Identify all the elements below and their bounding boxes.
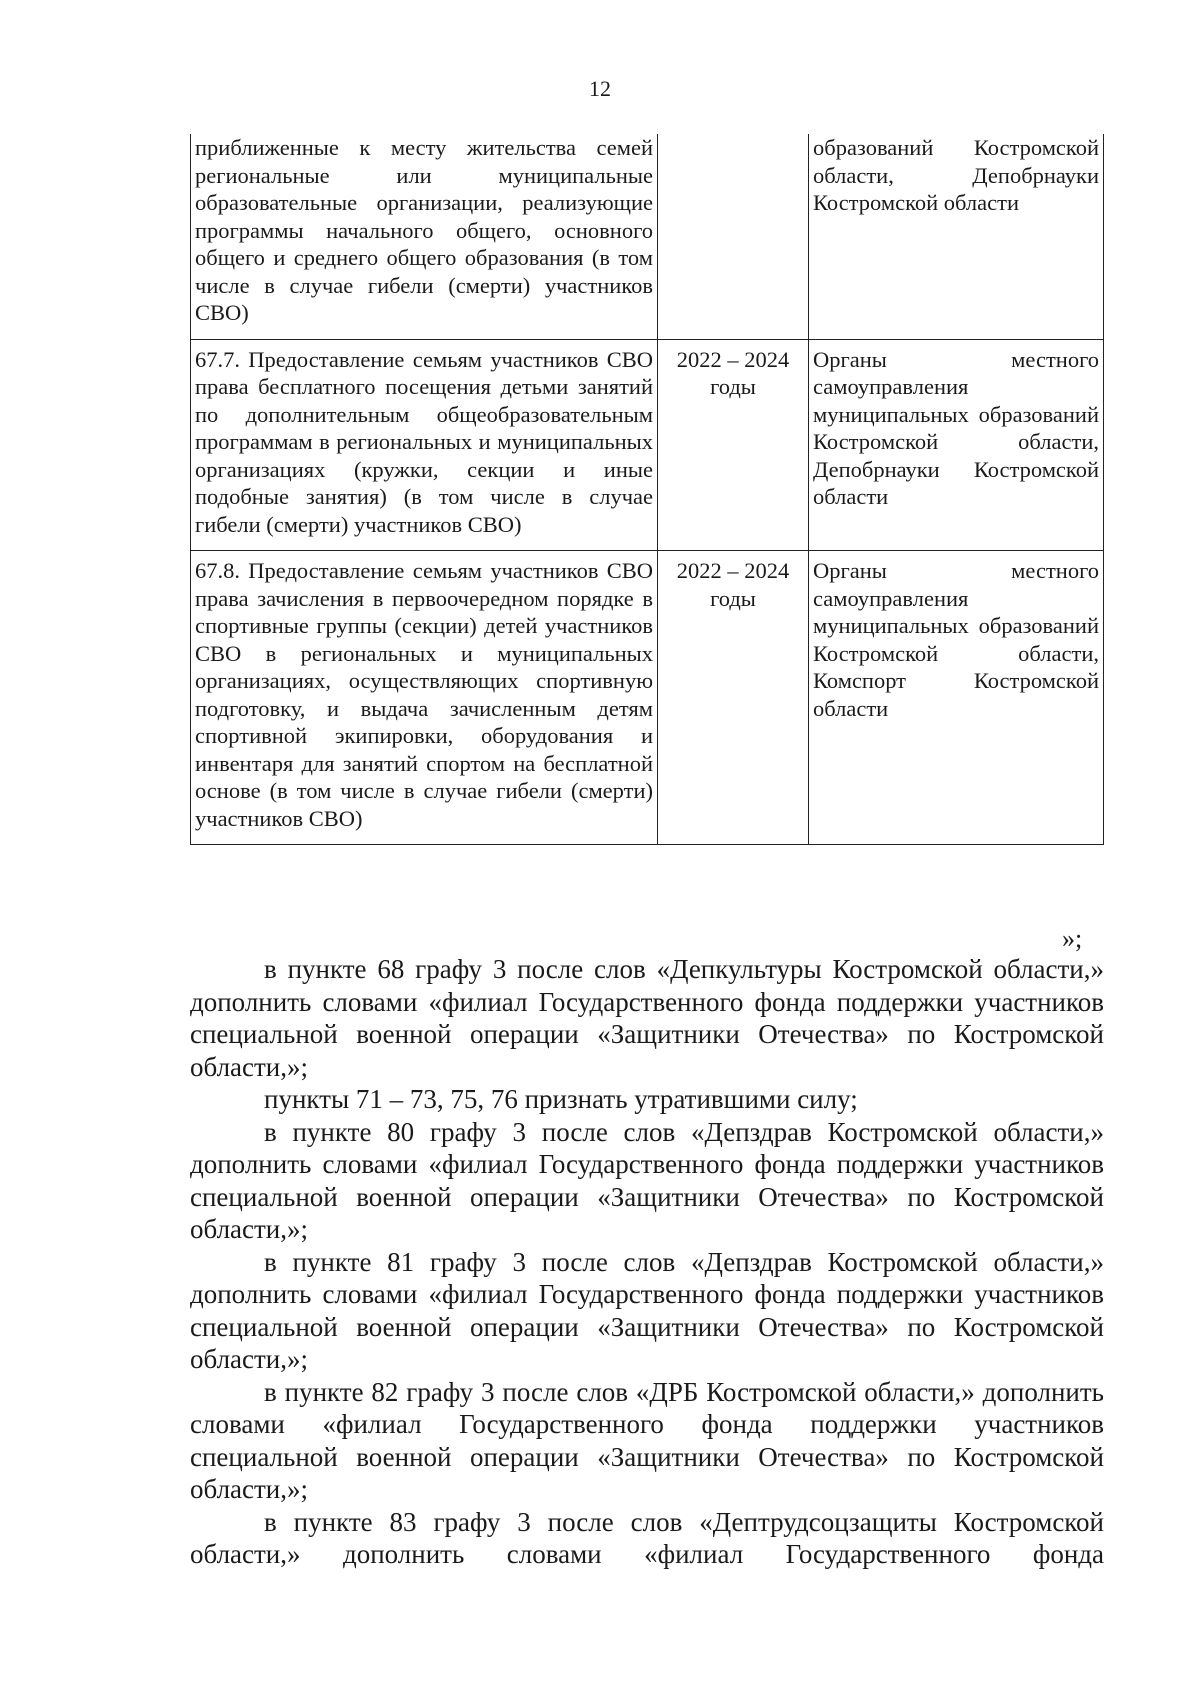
page-number: 12 (589, 76, 611, 101)
measures-table (190, 134, 1104, 845)
paragraph: в пункте 82 графу 3 после слов «ДРБ Костромской области,» дополнить словами «филиал Государственного фонда поддержки участников специальной военной операции «Защитники Отечества» по Костромской области,»; (190, 1376, 1104, 1504)
period-years: 2022 – 2024 (676, 346, 790, 372)
amendments-text (190, 953, 1104, 1571)
responsible-cell: Органы местного самоуправления муниципальных образований Костромской области, Депобрнауки Костромской области (809, 339, 1104, 551)
measure-description-cell: 67.7. Предоставление семьям участников СВО права бесплатного посещения детьми занятий по дополнительным общеобразовательным программам в региональных и муниципальных организациях (кружки, секции и иные подобные занятия) (в том числе в случае гибели (смерти) участников СВО) (191, 339, 658, 551)
period-cell (658, 551, 809, 845)
period-unit: годы (710, 374, 756, 399)
paragraph: в пункте 68 графу 3 после слов «Депкультуры Костромской области,» дополнить словами «филиал Государственного фонда поддержки участников специальной военной операции «Защитники Отечества» по Костромской области,»; (190, 954, 1104, 1082)
paragraph: в пункте 80 графу 3 после слов «Депздрав Костромской области,» дополнить словами «филиал Государственного фонда поддержки участников специальной военной операции «Защитники Отечества» по Костромской области,»; (190, 1116, 1104, 1244)
period-years: 2022 – 2024 (676, 558, 790, 583)
measure-description-cell: 67.8. Предоставление семьям участников СВО права зачисления в первоочередном порядке в спортивные группы (секции) детей участников СВО в региональных и муниципальных организациях, осуществляющих спортивную подготовку, и выдача зачисленным детям спортивной экипировки, оборудования и инвентаря для занятий спортом на бесплатной основе (в том числе в случае гибели (смерти) участников СВО) (191, 551, 658, 845)
table-row (191, 134, 1104, 339)
period-cell (658, 339, 809, 551)
paragraph: пункты 71 – 73, 75, 76 признать утратившими силу; (264, 1084, 858, 1114)
closing-quote: »; (1062, 924, 1083, 953)
period-cell (658, 134, 809, 339)
paragraph: в пункте 83 графу 3 после слов «Дептрудсоцзащиты Костромской области,» дополнить словами «филиал Государственного фонда (190, 1506, 1104, 1569)
table-row (191, 551, 1104, 845)
responsible-cell: образований Костромской области, Депобрнауки Костромской области (809, 134, 1104, 339)
measure-description-cell: приближенные к месту жительства семей региональные или муниципальные образовательные организации, реализующие программы начального общего, основного общего и среднего общего образования (в том числе в случае гибели (смерти) участников СВО) (191, 134, 658, 339)
table-row (191, 339, 1104, 551)
responsible-cell: Органы местного самоуправления муниципальных образований Костромской области, Комспорт Костромской области (809, 551, 1104, 845)
paragraph: в пункте 81 графу 3 после слов «Депздрав Костромской области,» дополнить словами «филиал Государственного фонда поддержки участников специальной военной операции «Защитники Отечества» по Костромской области,»; (190, 1246, 1104, 1374)
period-unit: годы (710, 585, 756, 611)
